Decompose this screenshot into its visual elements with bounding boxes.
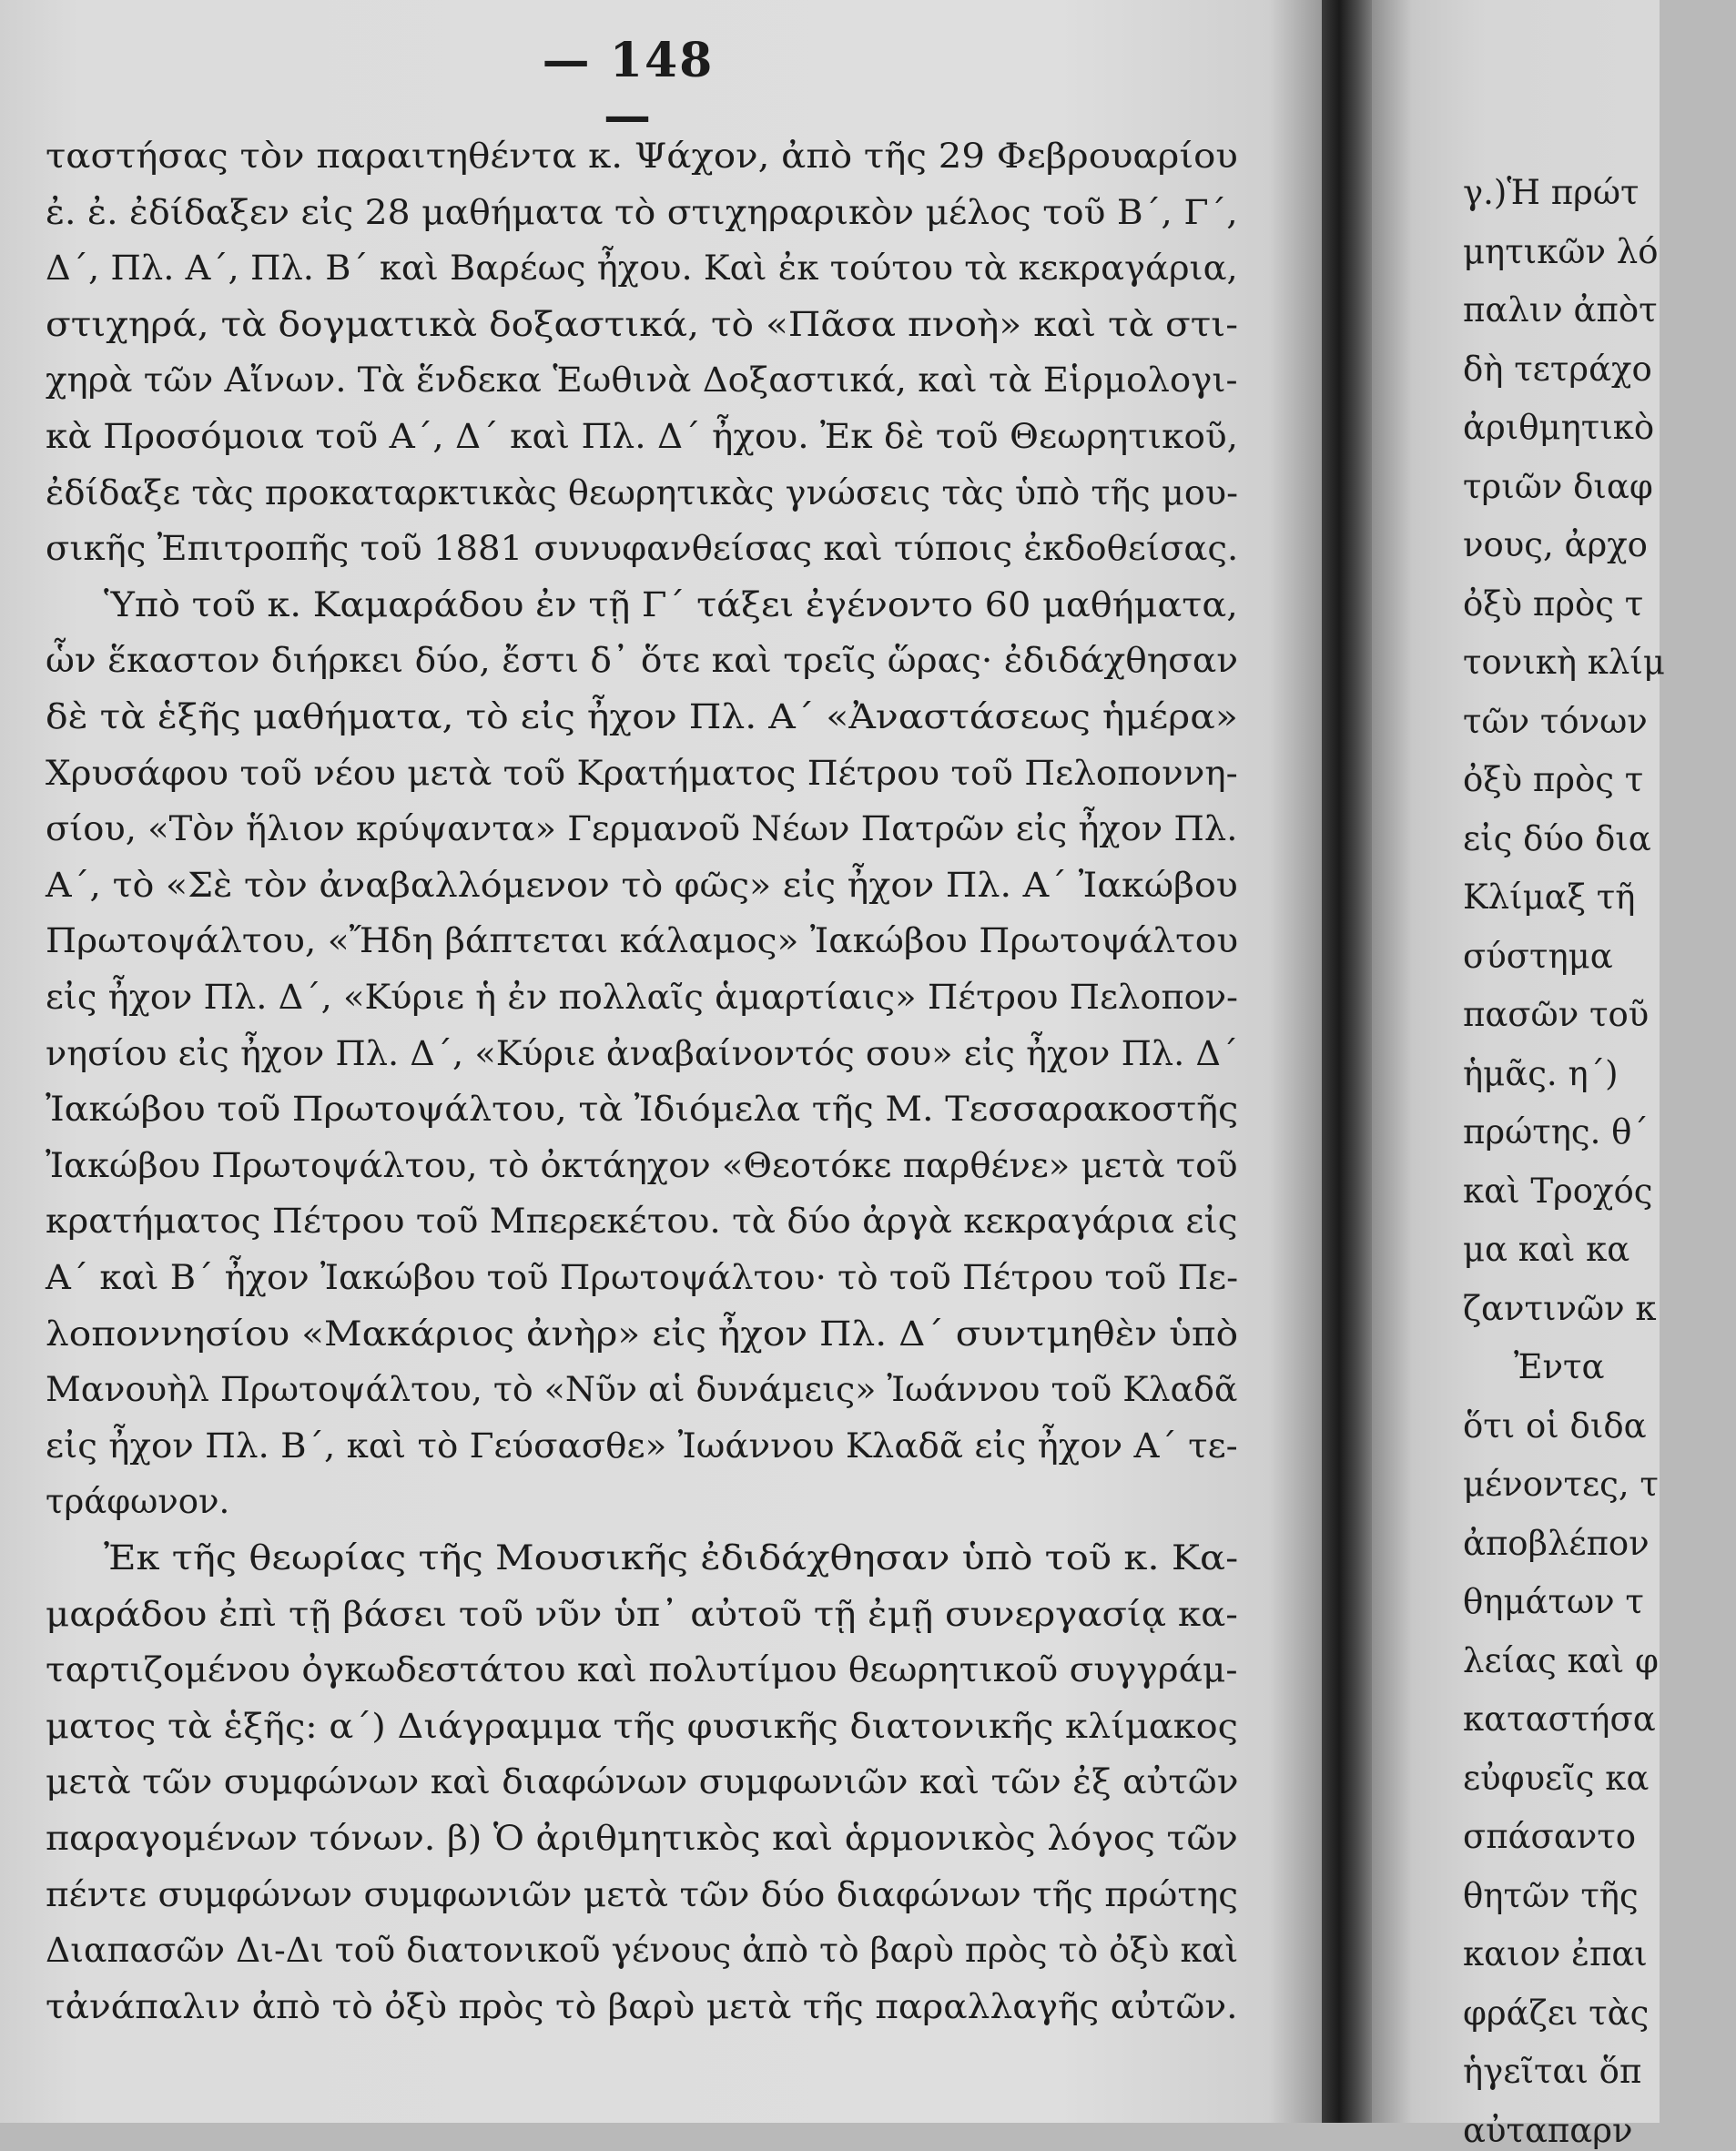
right-text-line: ὀξὺ πρὸς τ (1463, 760, 1644, 799)
right-text-line: παλιν ἀπὸτ (1463, 290, 1658, 330)
right-text-line: τονικὴ κλίμ (1463, 643, 1665, 682)
text-line: ματος τὰ ἑξῆς: α΄) Διάγραμμα τῆς φυσικῆς διατονικῆς κλίμακος (46, 1706, 1239, 1746)
text-line: Ὑπὸ τοῦ κ. Καμαράδου ἐν τῇ Γ΄ τάξει ἐγένοντο 60 μαθήματα, (104, 584, 1238, 624)
right-text-line: σύστημα (1463, 936, 1613, 976)
right-text-line: ἀριθμητικὸ (1463, 408, 1655, 447)
right-text-line: δὴ τετράχο (1463, 349, 1652, 389)
text-line: σίου, «Τὸν ἥλιον κρύψαντα» Γερμανοῦ Νέων Πατρῶν εἰς ἦχον Πλ. (46, 809, 1238, 849)
right-text-line: εὐφυεῖς κα (1463, 1758, 1650, 1798)
text-line: εἰς ἦχον Πλ. Δ΄, «Κύριε ἡ ἐν πολλαῖς ἁμαρτίαις» Πέτρου Πελοπον- (46, 978, 1239, 1017)
right-text-line: αὐταπαρν (1463, 2110, 1633, 2150)
right-text-line: ἀποβλέπον (1463, 1523, 1650, 1563)
right-text-line: καιον ἐπαι (1463, 1934, 1648, 1973)
text-line: κὰ Προσόμοια τοῦ Α΄, Δ΄ καὶ Πλ. Δ΄ ἦχου. Ἐκ δὲ τοῦ Θεωρητικοῦ, (46, 417, 1239, 456)
right-text-line: ἡγεῖται ὅπ (1463, 2052, 1642, 2091)
right-text-line: σπάσαντο (1463, 1817, 1637, 1856)
text-line: Ἰακώβου τοῦ Πρωτοψάλτου, τὰ Ἰδιόμελα τῆς Μ. Τεσσαρακοστῆς (46, 1090, 1239, 1130)
right-page (1372, 0, 1665, 2150)
text-line: ταστήσας τὸν παραιτηθέντα κ. Ψάχον, ἀπὸ τῆς 29 Φεβρουαρίου (46, 137, 1238, 176)
text-line: σικῆς Ἐπιτροπῆς τοῦ 1881 συνυφανθείσας καὶ τύποις ἐκδοθείσας. (46, 529, 1239, 569)
right-text-line: νους, ἀρχο (1463, 525, 1648, 564)
right-text-line: ζαντινῶν κ (1463, 1288, 1657, 1328)
right-text-line: πασῶν τοῦ (1463, 995, 1650, 1034)
text-line: Ἰακώβου Πρωτοψάλτου, τὸ ὀκτάηχον «Θεοτόκε παρθένε» μετὰ τοῦ (46, 1145, 1238, 1185)
right-text-line: ἡμᾶς. η΄) (1463, 1053, 1619, 1093)
right-text-line: μα καὶ κα (1463, 1230, 1630, 1269)
right-text-line: πρώτης. θ΄ (1463, 1112, 1649, 1152)
text-line: Μανουὴλ Πρωτοψάλτου, τὸ «Νῦν αἱ δυνάμεις» Ἰωάννου τοῦ Κλαδᾶ (46, 1370, 1238, 1410)
text-line: Διαπασῶν Δι-Δι τοῦ διατονικοῦ γένους ἀπὸ τὸ βαρὺ πρὸς τὸ ὀξὺ καὶ (46, 1931, 1239, 1971)
text-line: χηρὰ τῶν Αἴνων. Τὰ ἕνδεκα Ἑωθινὰ Δοξαστικά, καὶ τὰ Εἱρμολογι- (46, 360, 1238, 401)
text-line: στιχηρά, τὰ δογματικὰ δοξαστικά, τὸ «Πᾶσα πνοὴ» καὶ τὰ στι- (46, 304, 1238, 344)
text-line: πέντε συμφώνων συμφωνιῶν μετὰ τῶν δύο διαφώνων τῆς πρώτης (46, 1874, 1239, 1914)
right-text-line: ὀξὺ πρὸς τ (1463, 583, 1644, 624)
text-line: τἀνάπαλιν ἀπὸ τὸ ὀξὺ πρὸς τὸ βαρὺ μετὰ τῆς παραλλαγῆς αὐτῶν. (46, 1986, 1238, 2026)
right-text-line: τριῶν διαφ (1463, 466, 1653, 506)
right-text-line: θητῶν τῆς (1463, 1875, 1639, 1915)
text-line: ταρτιζομένου ὀγκωδεστάτου καὶ πολυτίμου θεωρητικοῦ συγγράμ- (46, 1650, 1238, 1690)
text-line: νησίου εἰς ἦχον Πλ. Δ΄, «Κύριε ἀναβαίνοντός σου» εἰς ἦχον Πλ. Δ΄ (46, 1033, 1239, 1073)
right-text-line: θημάτων τ (1463, 1582, 1644, 1621)
text-line: Α΄ καὶ Β΄ ἦχον Ἰακώβου τοῦ Πρωτοψάλτου· τὸ τοῦ Πέτρου τοῦ Πε- (46, 1258, 1239, 1297)
right-text-line: μητικῶν λό (1463, 231, 1659, 271)
text-line: ὧν ἕκαστον διήρκει δύο, ἔστι δ᾽ ὅτε καὶ τρεῖς ὥρας· ἐδιδάχθησαν (46, 641, 1239, 681)
text-line: Χρυσάφου τοῦ νέου μετὰ τοῦ Κρατήματος Πέτρου τοῦ Πελοποννη- (46, 753, 1238, 793)
book-gutter (1322, 0, 1372, 2123)
right-text-line: εἰς δύο δια (1463, 818, 1651, 858)
text-line: μετὰ τῶν συμφώνων καὶ διαφώνων συμφωνιῶν καὶ τῶν ἐξ αὐτῶν (46, 1762, 1239, 1802)
right-text-line: γ.)Ἡ πρώτ (1463, 173, 1640, 212)
text-line: παραγομένων τόνων. β) Ὁ ἀριθμητικὸς καὶ ἁρμονικὸς λόγος τῶν (46, 1819, 1238, 1858)
text-line: Δ΄, Πλ. Α΄, Πλ. Β΄ καὶ Βαρέως ἦχου. Καὶ ἐκ τούτου τὰ κεκραγάρια, (46, 249, 1238, 289)
text-line: εἰς ἦχον Πλ. Β΄, καὶ τὸ Γεύσασθε» Ἰωάννου Κλαδᾶ εἰς ἦχον Α΄ τε- (46, 1426, 1238, 1466)
right-text-line: καταστήσα (1463, 1699, 1656, 1739)
text-line: Πρωτοψάλτου, «Ἤδη βάπτεται κάλαμος» Ἰακώβου Πρωτοψάλτου (46, 921, 1239, 961)
right-text-line: τῶν τόνων (1463, 701, 1648, 741)
text-line: Α΄, τὸ «Σὲ τὸν ἀναβαλλόμενον τὸ φῶς» εἰς ἦχον Πλ. Α΄ Ἰακώβου (46, 865, 1238, 905)
text-line: κρατήματος Πέτρου τοῦ Μπερεκέτου. τὰ δύο ἀργὰ κεκραγάρια εἰς (46, 1202, 1238, 1242)
text-line: τράφωνον. (46, 1482, 230, 1522)
right-text-line: καὶ Τροχός (1463, 1171, 1653, 1211)
right-text-line: μένοντες, τ (1463, 1465, 1659, 1504)
right-text-line: φράζει τὰς (1463, 1993, 1650, 2033)
text-line: δὲ τὰ ἑξῆς μαθήματα, τὸ εἰς ἦχον Πλ. Α΄ «Ἀναστάσεως ἡμέρα» (46, 697, 1238, 736)
page-number: — 148 — (542, 33, 715, 144)
text-line: ἐδίδαξε τὰς προκαταρκτικὰς θεωρητικὰς γνώσεις τὰς ὑπὸ τῆς μου- (46, 472, 1239, 512)
text-line: μαράδου ἐπὶ τῇ βάσει τοῦ νῦν ὑπ᾽ αὐτοῦ τῇ ἐμῇ συνεργασίᾳ κα- (46, 1594, 1238, 1634)
text-line: Ἐκ τῆς θεωρίας τῆς Μουσικῆς ἐδιδάχθησαν ὑπὸ τοῦ κ. Κα- (104, 1538, 1239, 1578)
right-text-line: λείας καὶ φ (1463, 1640, 1659, 1680)
right-text-line: Ἐντα (1514, 1347, 1605, 1386)
right-text-line: Κλίμαξ τῆ (1463, 878, 1636, 917)
text-line: λοποννησίου «Μακάριος ἀνὴρ» εἰς ἦχον Πλ. Δ΄ συντμηθὲν ὑπὸ (46, 1314, 1239, 1354)
text-line: ἐ. ἐ. ἐδίδαξεν εἰς 28 μαθήματα τὸ στιχηραρικὸν μέλος τοῦ Β΄, Γ΄, (46, 192, 1238, 232)
right-text-line: ὅτι οἱ διδα (1463, 1405, 1647, 1446)
